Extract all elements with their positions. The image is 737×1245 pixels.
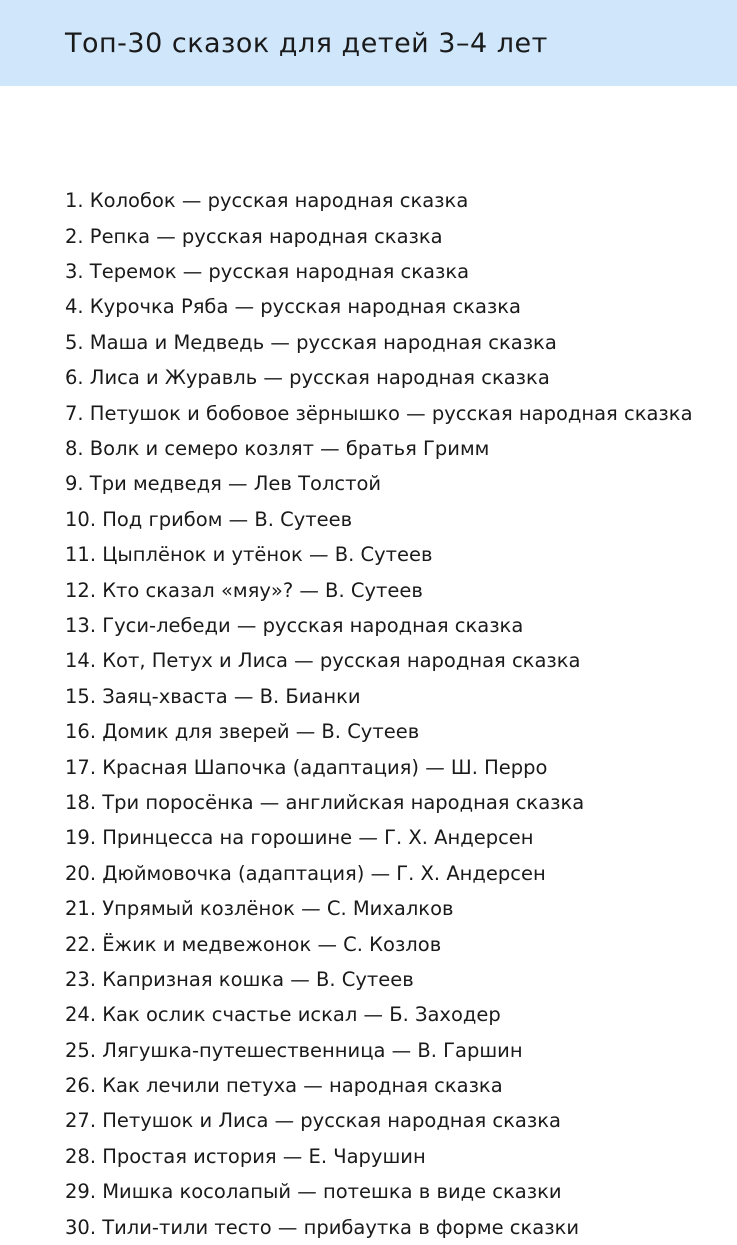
list-item: 3. Теремок — русская народная сказка bbox=[65, 260, 470, 284]
list-item: 19. Принцесса на горошине — Г. Х. Андерсен bbox=[65, 826, 534, 850]
list-item: 7. Петушок и бобовое зёрнышко — русская народная сказка bbox=[65, 401, 693, 425]
list-item: 18. Три поросёнка — английская народная сказка bbox=[65, 790, 585, 814]
list-item: 28. Простая история — Е. Чарушин bbox=[65, 1144, 426, 1168]
list-item: 20. Дюймовочка (адаптация) — Г. Х. Андерсен bbox=[65, 861, 546, 885]
list-item: 23. Капризная кошка — В. Сутеев bbox=[65, 967, 414, 991]
list-item: 10. Под грибом — В. Сутеев bbox=[65, 507, 353, 531]
list-item: 13. Гуси-лебеди — русская народная сказка bbox=[65, 614, 524, 637]
list-item: 4. Курочка Ряба — русская народная сказка bbox=[65, 295, 521, 319]
list-item: 22. Ёжик и медвежонок — С. Козлов bbox=[65, 932, 442, 956]
list-item: 12. Кто сказал «мяу»? — В. Сутеев bbox=[65, 578, 423, 602]
story-list bbox=[0, 86, 737, 1245]
list-item: 24. Как ослик счастье искал — Б. Заходер bbox=[65, 1003, 501, 1027]
list-item: 2. Репка — русская народная сказка bbox=[65, 224, 443, 248]
header-bar bbox=[0, 0, 737, 86]
page-title: Топ-30 сказок для детей 3–4 лет bbox=[65, 27, 548, 59]
list-item: 8. Волк и семеро козлят — братья Гримм bbox=[65, 437, 490, 461]
list-item: 30. Тили-тили тесто — прибаутка в форме сказки bbox=[65, 1215, 580, 1239]
list-item: 9. Три медведя — Лев Толстой bbox=[65, 472, 382, 496]
list-item: 5. Маша и Медведь — русская народная сказка bbox=[65, 330, 557, 354]
list-item: 25. Лягушка-путешественница — В. Гаршин bbox=[65, 1038, 523, 1062]
list-item: 11. Цыплёнок и утёнок — В. Сутеев bbox=[65, 543, 433, 567]
list-item: 27. Петушок и Лиса — русская народная сказка bbox=[65, 1109, 561, 1133]
list-item: 1. Колобок — русская народная сказка bbox=[65, 189, 469, 213]
list-item: 17. Красная Шапочка (адаптация) — Ш. Перро bbox=[65, 755, 548, 779]
list-item: 16. Домик для зверей — В. Сутеев bbox=[65, 720, 420, 744]
list-item: 15. Заяц-хваста — В. Бианки bbox=[65, 684, 361, 708]
list-item: 6. Лиса и Журавль — русская народная сказка bbox=[65, 366, 550, 390]
list-item: 26. Как лечили петуха — народная сказка bbox=[65, 1074, 503, 1098]
list-item: 14. Кот, Петух и Лиса — русская народная сказка bbox=[65, 649, 581, 673]
list-item: 29. Мишка косолапый — потешка в виде сказки bbox=[65, 1180, 562, 1204]
list-item: 21. Упрямый козлёнок — С. Михалков bbox=[65, 897, 454, 921]
